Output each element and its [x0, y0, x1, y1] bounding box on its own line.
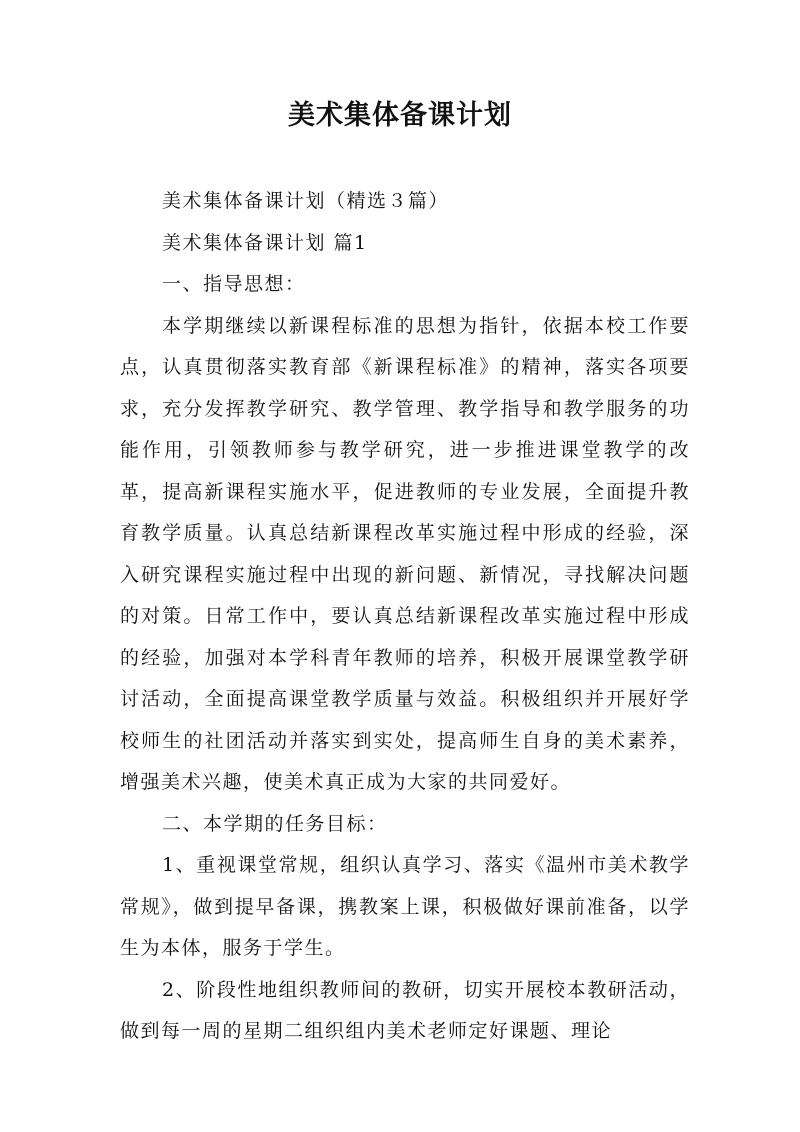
body-paragraph: 本学期继续以新课程标准的思想为指针，依据本校工作要点，认真贯彻落实教育部《新课程标准》的精神，落实各项要求，充分发挥教学研究、教学管理、教学指导和教学服务的功能作用，引领教师参与教学研究，进一步推进课堂教学的改革，提高新课程实施水平，促进教师的专业发展，全面提升教育教学质量。认真总结新课程改革实施过程中形成的经验，深入研究课程实施过程中出现的新问题、新情况，寻找解决问题的对策。日常工作中，要认真总结新课程改革实施过程中形成的经验，加强对本学科青年教师的培养，积极开展课堂教学研讨活动，全面提高课堂教学质量与效益。积极组织并开展好学校师生的社团活动并落实到实处，提高师生自身的美术素养，增强美术兴趣，使美术真正成为大家的共同爱好。 — [120, 314, 690, 793]
heading-semester-goals: 二、本学期的任务目标： — [162, 812, 388, 835]
heading-guiding-ideology: 一、指导思想： — [162, 273, 306, 295]
section-heading-part-1: 美术集体备课计划 篇1 — [162, 231, 368, 254]
list-item-1: 1、重视课堂常规，组织认真学习、落实《温州市美术教学常规》，做到提早备课，携教案上课，积极做好课前准备，以学生为本体，服务于学生。 — [120, 854, 690, 959]
list-item-2: 2、阶段性地组织教师间的教研，切实开展校本教研活动，做到每一周的星期二组织组内美术老师定好课题、理论 — [120, 978, 690, 1042]
subtitle-paragraph: 美术集体备课计划（精选３篇） — [162, 190, 450, 212]
document-title: 美术集体备课计划 — [288, 100, 512, 131]
document-body — [120, 181, 690, 1053]
